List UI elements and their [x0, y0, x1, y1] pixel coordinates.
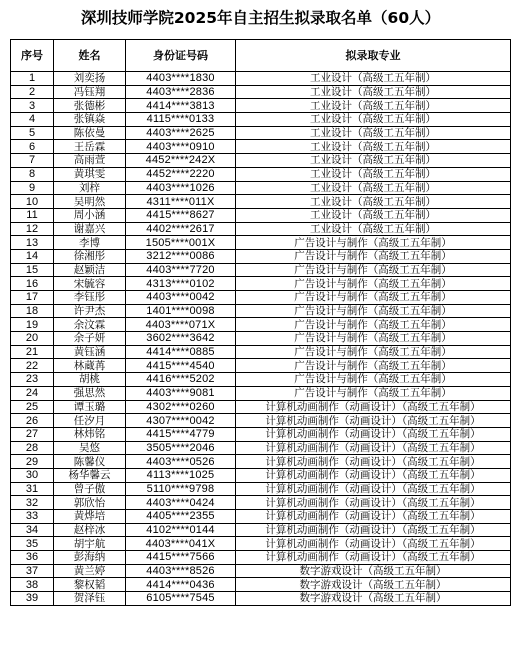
cell-name: 冯钰翔 — [54, 85, 126, 99]
cell-name: 彭海纳 — [54, 551, 126, 565]
cell-id-number: 4115****0133 — [126, 113, 236, 127]
cell-name: 黄琪雯 — [54, 167, 126, 181]
cell-major: 数字游戏设计（高级工五年制） — [236, 592, 511, 606]
cell-id-number: 4414****0436 — [126, 578, 236, 592]
cell-name: 吴明然 — [54, 195, 126, 209]
cell-name: 黄烨培 — [54, 510, 126, 524]
table-row — [11, 510, 511, 524]
table-row — [11, 249, 511, 263]
header-index: 序号 — [11, 40, 54, 72]
cell-major: 工业设计（高级工五年制） — [236, 167, 511, 181]
table-row — [11, 578, 511, 592]
cell-index: 10 — [11, 195, 54, 209]
table-row — [11, 564, 511, 578]
cell-name: 余汶霖 — [54, 318, 126, 332]
cell-major: 计算机动画制作（动画设计）（高级工五年制） — [236, 510, 511, 524]
cell-name: 李钰彤 — [54, 291, 126, 305]
cell-index: 33 — [11, 510, 54, 524]
table-row — [11, 208, 511, 222]
table-row — [11, 195, 511, 209]
cell-index: 25 — [11, 400, 54, 414]
cell-major: 广告设计与制作（高级工五年制） — [236, 318, 511, 332]
cell-id-number: 4405****2355 — [126, 510, 236, 524]
cell-id-number: 1505****001X — [126, 236, 236, 250]
cell-major: 广告设计与制作（高级工五年制） — [236, 263, 511, 277]
cell-id-number: 4415****4779 — [126, 427, 236, 441]
cell-major: 计算机动画制作（动画设计）（高级工五年制） — [236, 482, 511, 496]
cell-id-number: 4311****011X — [126, 195, 236, 209]
cell-id-number: 4403****8526 — [126, 564, 236, 578]
cell-name: 胡桃 — [54, 373, 126, 387]
table-row — [11, 140, 511, 154]
table-row — [11, 236, 511, 250]
cell-major: 计算机动画制作（动画设计）（高级工五年制） — [236, 551, 511, 565]
table-row — [11, 373, 511, 387]
cell-name: 曾子傲 — [54, 482, 126, 496]
table-row — [11, 468, 511, 482]
cell-index: 30 — [11, 468, 54, 482]
cell-major: 计算机动画制作（动画设计）（高级工五年制） — [236, 400, 511, 414]
cell-id-number: 4416****5202 — [126, 373, 236, 387]
table-row — [11, 291, 511, 305]
table-row — [11, 222, 511, 236]
cell-index: 32 — [11, 496, 54, 510]
cell-id-number: 4307****0042 — [126, 414, 236, 428]
cell-major: 工业设计（高级工五年制） — [236, 113, 511, 127]
cell-name: 杨华馨云 — [54, 468, 126, 482]
cell-index: 37 — [11, 564, 54, 578]
cell-id-number: 4102****0144 — [126, 523, 236, 537]
cell-name: 胡宇航 — [54, 537, 126, 551]
table-row — [11, 154, 511, 168]
cell-id-number: 4414****3813 — [126, 99, 236, 113]
cell-major: 广告设计与制作（高级工五年制） — [236, 386, 511, 400]
cell-name: 刘梓 — [54, 181, 126, 195]
cell-index: 38 — [11, 578, 54, 592]
cell-index: 4 — [11, 113, 54, 127]
cell-name: 谭玉璐 — [54, 400, 126, 414]
header-name: 姓名 — [54, 40, 126, 72]
cell-id-number: 5110****9798 — [126, 482, 236, 496]
table-row — [11, 523, 511, 537]
cell-name: 余子妍 — [54, 332, 126, 346]
cell-name: 王岳霖 — [54, 140, 126, 154]
cell-major: 计算机动画制作（动画设计）（高级工五年制） — [236, 537, 511, 551]
cell-index: 21 — [11, 345, 54, 359]
table-row — [11, 181, 511, 195]
cell-major: 广告设计与制作（高级工五年制） — [236, 332, 511, 346]
cell-name: 任汐月 — [54, 414, 126, 428]
cell-index: 3 — [11, 99, 54, 113]
cell-id-number: 4302****0260 — [126, 400, 236, 414]
cell-name: 林蔵苒 — [54, 359, 126, 373]
header-major: 拟录取专业 — [236, 40, 511, 72]
table-row — [11, 359, 511, 373]
cell-id-number: 4313****0102 — [126, 277, 236, 291]
table-row — [11, 304, 511, 318]
cell-name: 吴悠 — [54, 441, 126, 455]
cell-id-number: 4403****1026 — [126, 181, 236, 195]
cell-major: 广告设计与制作（高级工五年制） — [236, 359, 511, 373]
cell-major: 广告设计与制作（高级工五年制） — [236, 373, 511, 387]
cell-name: 张镇焱 — [54, 113, 126, 127]
cell-name: 赵梓冰 — [54, 523, 126, 537]
cell-major: 工业设计（高级工五年制） — [236, 208, 511, 222]
cell-name: 陈依曼 — [54, 126, 126, 140]
cell-major: 计算机动画制作（动画设计）（高级工五年制） — [236, 427, 511, 441]
cell-major: 计算机动画制作（动画设计）（高级工五年制） — [236, 468, 511, 482]
cell-name: 赵颖洁 — [54, 263, 126, 277]
cell-index: 13 — [11, 236, 54, 250]
cell-major: 工业设计（高级工五年制） — [236, 126, 511, 140]
cell-id-number: 6105****7545 — [126, 592, 236, 606]
cell-name: 许尹杰 — [54, 304, 126, 318]
cell-index: 16 — [11, 277, 54, 291]
cell-index: 9 — [11, 181, 54, 195]
cell-index: 14 — [11, 249, 54, 263]
cell-id-number: 4403****7720 — [126, 263, 236, 277]
cell-major: 数字游戏设计（高级工五年制） — [236, 578, 511, 592]
cell-index: 27 — [11, 427, 54, 441]
cell-name: 强思然 — [54, 386, 126, 400]
cell-major: 工业设计（高级工五年制） — [236, 72, 511, 86]
table-row — [11, 455, 511, 469]
table-row — [11, 167, 511, 181]
cell-index: 18 — [11, 304, 54, 318]
table-row — [11, 551, 511, 565]
cell-index: 17 — [11, 291, 54, 305]
cell-id-number: 3212****0086 — [126, 249, 236, 263]
cell-id-number: 4403****1830 — [126, 72, 236, 86]
cell-index: 15 — [11, 263, 54, 277]
cell-index: 24 — [11, 386, 54, 400]
cell-name: 刘奕扬 — [54, 72, 126, 86]
cell-name: 陈馨仪 — [54, 455, 126, 469]
cell-index: 2 — [11, 85, 54, 99]
table-row — [11, 85, 511, 99]
cell-index: 6 — [11, 140, 54, 154]
cell-major: 计算机动画制作（动画设计）（高级工五年制） — [236, 496, 511, 510]
cell-id-number: 3602****3642 — [126, 332, 236, 346]
table-row — [11, 414, 511, 428]
cell-id-number: 4403****0424 — [126, 496, 236, 510]
cell-id-number: 4403****0042 — [126, 291, 236, 305]
cell-id-number: 4415****7566 — [126, 551, 236, 565]
cell-major: 计算机动画制作（动画设计）（高级工五年制） — [236, 441, 511, 455]
cell-index: 26 — [11, 414, 54, 428]
cell-name: 张德彬 — [54, 99, 126, 113]
cell-id-number: 4452****2220 — [126, 167, 236, 181]
table-row — [11, 427, 511, 441]
cell-id-number: 4113****1025 — [126, 468, 236, 482]
cell-id-number: 4403****2836 — [126, 85, 236, 99]
table-row — [11, 345, 511, 359]
cell-name: 谢嘉兴 — [54, 222, 126, 236]
cell-major: 计算机动画制作（动画设计）（高级工五年制） — [236, 455, 511, 469]
table-row — [11, 72, 511, 86]
cell-index: 31 — [11, 482, 54, 496]
cell-id-number: 4452****242X — [126, 154, 236, 168]
cell-name: 郭欣怡 — [54, 496, 126, 510]
cell-index: 29 — [11, 455, 54, 469]
cell-index: 7 — [11, 154, 54, 168]
cell-id-number: 4402****2617 — [126, 222, 236, 236]
cell-id-number: 4403****071X — [126, 318, 236, 332]
cell-index: 39 — [11, 592, 54, 606]
cell-index: 11 — [11, 208, 54, 222]
cell-id-number: 4403****0910 — [126, 140, 236, 154]
cell-name: 林炜铭 — [54, 427, 126, 441]
cell-id-number: 3505****2046 — [126, 441, 236, 455]
cell-major: 广告设计与制作（高级工五年制） — [236, 249, 511, 263]
cell-name: 高雨萱 — [54, 154, 126, 168]
cell-name: 周小涵 — [54, 208, 126, 222]
table-row — [11, 277, 511, 291]
cell-name: 徐湘彤 — [54, 249, 126, 263]
cell-index: 36 — [11, 551, 54, 565]
admission-table — [10, 39, 511, 606]
cell-id-number: 4415****8627 — [126, 208, 236, 222]
table-row — [11, 386, 511, 400]
cell-index: 22 — [11, 359, 54, 373]
table-body — [11, 72, 511, 606]
table-row — [11, 482, 511, 496]
cell-major: 广告设计与制作（高级工五年制） — [236, 291, 511, 305]
cell-name: 黄钰涵 — [54, 345, 126, 359]
cell-index: 23 — [11, 373, 54, 387]
cell-index: 5 — [11, 126, 54, 140]
table-row — [11, 592, 511, 606]
cell-id-number: 4403****0526 — [126, 455, 236, 469]
cell-major: 工业设计（高级工五年制） — [236, 140, 511, 154]
cell-index: 34 — [11, 523, 54, 537]
cell-index: 1 — [11, 72, 54, 86]
cell-index: 12 — [11, 222, 54, 236]
table-row — [11, 332, 511, 346]
cell-major: 广告设计与制作（高级工五年制） — [236, 345, 511, 359]
cell-id-number: 1401****0098 — [126, 304, 236, 318]
cell-index: 20 — [11, 332, 54, 346]
cell-major: 工业设计（高级工五年制） — [236, 154, 511, 168]
table-row — [11, 537, 511, 551]
table-row — [11, 496, 511, 510]
cell-name: 贺泽钰 — [54, 592, 126, 606]
cell-major: 工业设计（高级工五年制） — [236, 195, 511, 209]
cell-major: 工业设计（高级工五年制） — [236, 222, 511, 236]
cell-major: 广告设计与制作（高级工五年制） — [236, 304, 511, 318]
cell-major: 计算机动画制作（动画设计）（高级工五年制） — [236, 414, 511, 428]
cell-id-number: 4415****4540 — [126, 359, 236, 373]
header-id-number: 身份证号码 — [126, 40, 236, 72]
table-header-row — [11, 40, 511, 72]
cell-id-number: 4403****041X — [126, 537, 236, 551]
table-row — [11, 126, 511, 140]
cell-name: 宋毓容 — [54, 277, 126, 291]
cell-id-number: 4414****0885 — [126, 345, 236, 359]
cell-major: 工业设计（高级工五年制） — [236, 85, 511, 99]
document-title: 深圳技师学院2025年自主招生拟录取名单（60人） — [80, 9, 441, 27]
cell-name: 李博 — [54, 236, 126, 250]
table-row — [11, 318, 511, 332]
table-row — [11, 99, 511, 113]
cell-id-number: 4403****9081 — [126, 386, 236, 400]
table-row — [11, 441, 511, 455]
cell-major: 计算机动画制作（动画设计）（高级工五年制） — [236, 523, 511, 537]
cell-index: 28 — [11, 441, 54, 455]
table-row — [11, 263, 511, 277]
cell-id-number: 4403****2625 — [126, 126, 236, 140]
cell-major: 广告设计与制作（高级工五年制） — [236, 277, 511, 291]
cell-major: 数字游戏设计（高级工五年制） — [236, 564, 511, 578]
cell-major: 工业设计（高级工五年制） — [236, 181, 511, 195]
cell-name: 黄兰婷 — [54, 564, 126, 578]
table-row — [11, 400, 511, 414]
cell-index: 8 — [11, 167, 54, 181]
cell-index: 35 — [11, 537, 54, 551]
cell-major: 工业设计（高级工五年制） — [236, 99, 511, 113]
cell-name: 黎权韬 — [54, 578, 126, 592]
cell-index: 19 — [11, 318, 54, 332]
cell-major: 广告设计与制作（高级工五年制） — [236, 236, 511, 250]
table-row — [11, 113, 511, 127]
